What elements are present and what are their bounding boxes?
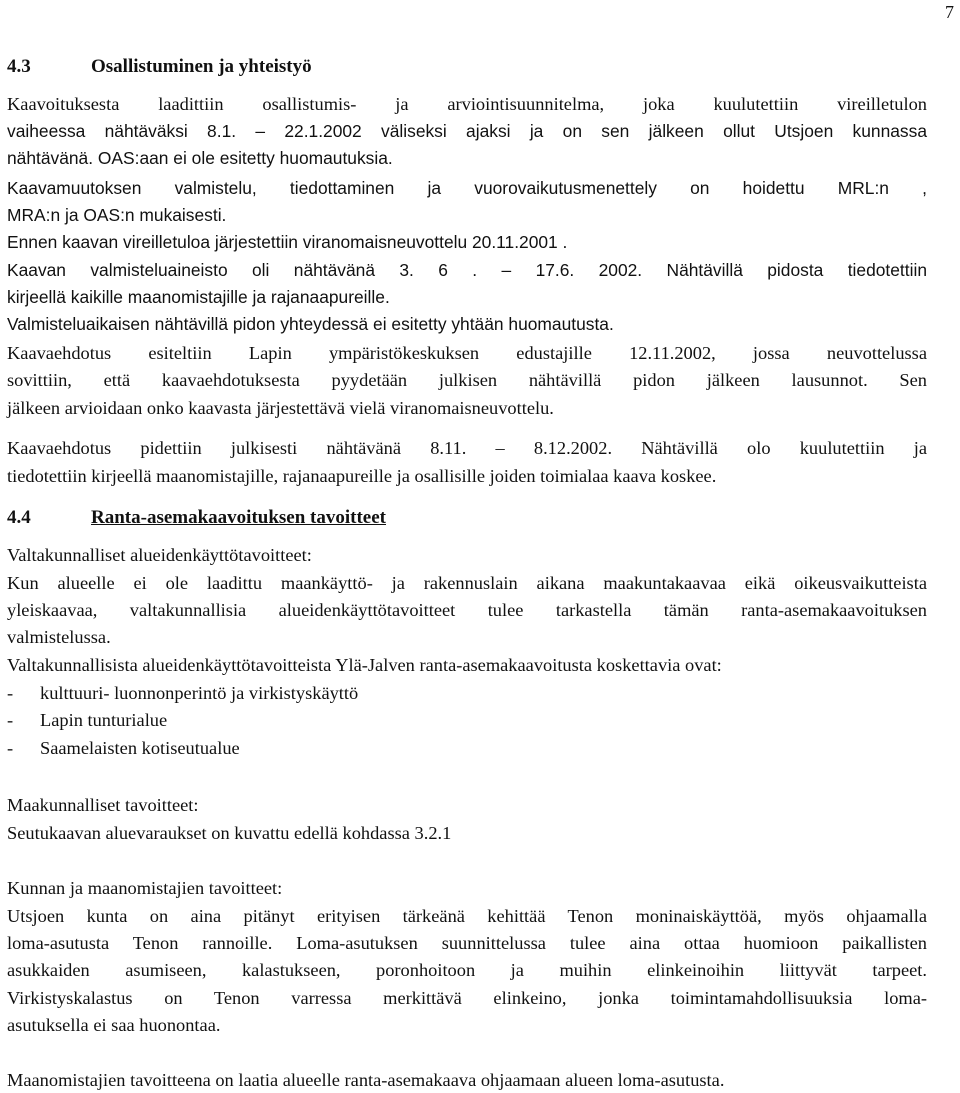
paragraph-line: nähtävänä. OAS:aan ei ole esitetty huomautuksia.	[7, 148, 393, 168]
paragraph-line: asukkaiden asumiseen, kalastukseen, poronhoitoon ja muihin elinkeinoihin liittyvät tarpeet.	[7, 960, 927, 980]
paragraph-line: Valmisteluaikaisen nähtävillä pidon yhteydessä ei esitetty yhtään huomautusta.	[7, 314, 614, 334]
section-title: Ranta-asemakaavoituksen tavoitteet	[91, 507, 387, 528]
bullet-dash: -	[7, 710, 14, 730]
paragraph-line: tiedotettiin kirjeellä maanomistajille, rajanaapureille ja osallisille joiden toimialaa kaava koskee.	[7, 466, 717, 486]
paragraph-line: yleiskaavaa, valtakunnallisia alueidenkäyttötavoitteet tulee tarkastella tämän ranta-asemakaavoituksen	[7, 600, 927, 620]
paragraph-line: kirjeellä kaikille maanomistajille ja rajanaapureille.	[7, 287, 390, 307]
list-item	[7, 736, 240, 760]
paragraph-line: Kaavamuutoksen valmistelu, tiedottaminen ja vuorovaikutusmenettely on hoidettu MRL:n ,	[7, 178, 927, 198]
paragraph-line: Ennen kaavan vireilletuloa järjestettiin viranomaisneuvottelu 20.11.2001 .	[7, 232, 568, 252]
paragraph-line: sovittiin, että kaavaehdotuksesta pyydetään julkisen nähtävillä pidon jälkeen lausunnot. Sen	[7, 370, 927, 390]
list-item-text: Saamelaisten kotiseutualue	[40, 738, 240, 758]
bullet-dash: -	[7, 738, 14, 758]
paragraph-line: Virkistyskalastus on Tenon varressa merkittävä elinkeino, jonka toimintamahdollisuuksia loma-	[7, 988, 927, 1008]
paragraph-line: Maanomistajien tavoitteena on laatia alueelle ranta-asemakaava ohjaamaan alueen loma-asutusta.	[7, 1070, 725, 1090]
section-4-3-heading	[7, 55, 312, 79]
paragraph-line: loma-asutusta Tenon rannoille. Loma-asutuksen suunnittelussa tulee aina ottaa huomioon paikallisten	[7, 933, 927, 953]
list-item	[7, 681, 358, 705]
paragraph-line: Kaavaehdotus esiteltiin Lapin ympäristökeskuksen edustajille 12.11.2002, jossa neuvottelussa	[7, 343, 927, 363]
paragraph-line: MRA:n ja OAS:n mukaisesti.	[7, 205, 227, 225]
list-item-text: kulttuuri- luonnonperintö ja virkistyskäyttö	[40, 683, 359, 703]
paragraph-line: Kaavaehdotus pidettiin julkisesti nähtävänä 8.11. – 8.12.2002. Nähtävillä olo kuulutettiin ja	[7, 438, 927, 458]
paragraph-line: vaiheessa nähtäväksi 8.1. – 22.1.2002 väliseksi ajaksi ja on sen jälkeen ollut Utsjoen kunnassa	[7, 121, 927, 141]
paragraph-line: asutuksella ei saa huonontaa.	[7, 1015, 221, 1035]
paragraph-line: Seutukaavan aluevaraukset on kuvattu edellä kohdassa 3.2.1	[7, 823, 452, 843]
subheading-regional: Maakunnalliset tavoitteet:	[7, 795, 199, 815]
section-number: 4.4	[7, 507, 31, 528]
paragraph-line: Valtakunnallisista alueidenkäyttötavoitteista Ylä-Jalven ranta-asemakaavoitusta koskettavia ovat:	[7, 655, 722, 675]
paragraph-line: Kun alueelle ei ole laadittu maankäyttö- ja rakennuslain aikana maakuntakaavaa eikä oikeusvaikutteista	[7, 573, 927, 593]
list-item	[7, 708, 167, 732]
section-title: Osallistuminen ja yhteistyö	[91, 56, 312, 77]
section-number: 4.3	[7, 56, 31, 77]
list-item-text: Lapin tunturialue	[40, 710, 168, 730]
subheading-national: Valtakunnalliset alueidenkäyttötavoitteet:	[7, 545, 312, 565]
bullet-dash: -	[7, 683, 14, 703]
page-number: 7	[945, 2, 954, 22]
paragraph-line: Kaavoituksesta laadittiin osallistumis- ja arviointisuunnitelma, joka kuulutettiin vireilletulon	[7, 94, 927, 114]
subheading-municipal: Kunnan ja maanomistajien tavoitteet:	[7, 878, 283, 898]
section-4-4-heading	[7, 506, 386, 530]
paragraph-line: valmistelussa.	[7, 627, 111, 647]
paragraph-line: Utsjoen kunta on aina pitänyt erityisen tärkeänä kehittää Tenon moninaiskäyttöä, myös ohjaamalla	[7, 906, 927, 926]
paragraph-line: jälkeen arvioidaan onko kaavasta järjestettävä vielä viranomaisneuvottelu.	[7, 398, 554, 418]
paragraph-line: Kaavan valmisteluaineisto oli nähtävänä 3. 6 . – 17.6. 2002. Nähtävillä pidosta tiedotettiin	[7, 260, 927, 280]
